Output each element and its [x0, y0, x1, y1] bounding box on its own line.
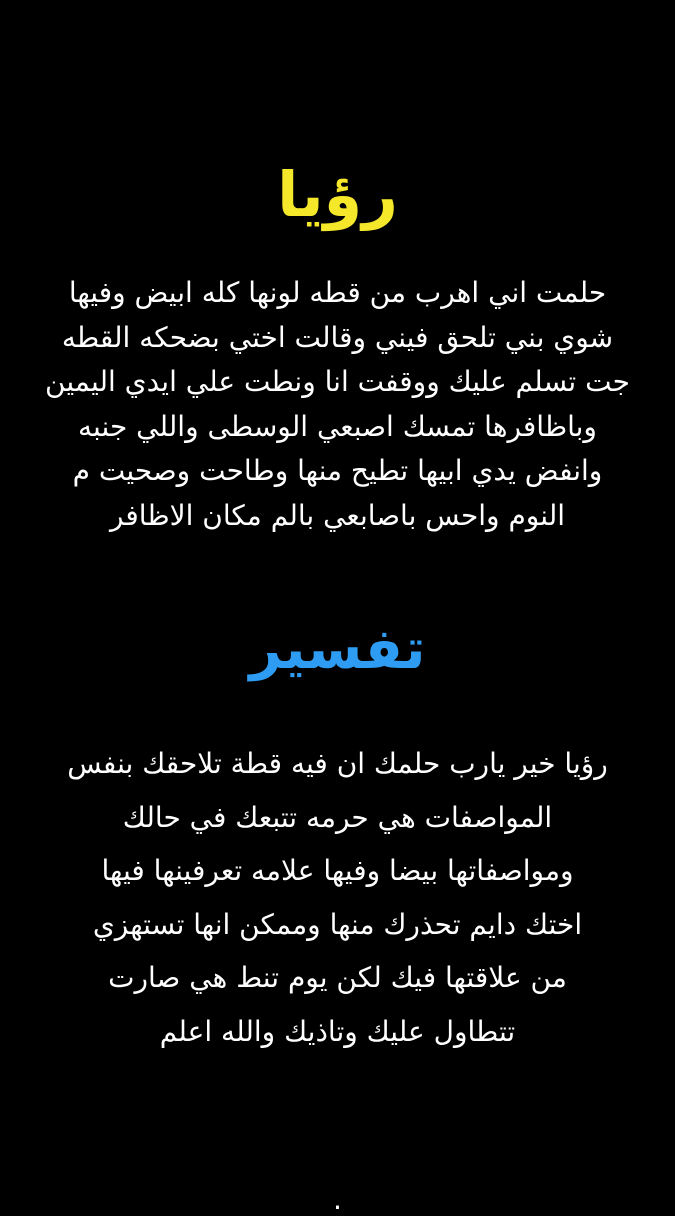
interpretation-line: اختك دايم تحذرك منها وممكن انها تستهزي — [92, 907, 583, 941]
interpretation-line: ومواصفاتها بيضا وفيها علامه تعرفينها فيها — [101, 854, 574, 887]
dream-line: شوي بني تلحق فيني وقالت اختي بضحكه القطه — [61, 320, 614, 354]
dream-line: جت تسلم عليك ووقفت انا ونطت علي ايدي اليمين — [45, 365, 630, 399]
interpretation-text — [0, 737, 675, 1058]
dream-text — [0, 271, 675, 539]
dream-line: وباظافرها تمسك اصبعي الوسطى واللي جنبه — [78, 409, 597, 443]
interpretation-title: تفسير — [249, 617, 426, 682]
interpretation-line: رؤيا خير يارب حلمك ان فيه قطة تلاحقك بنفس — [67, 747, 608, 780]
dream-line: حلمت اني اهرب من قطه لونها كله ابيض وفيها — [68, 276, 607, 309]
cropped-text-fragment: . — [333, 1183, 342, 1216]
interpretation-line: تتطاول عليك وتاذيك والله اعلم — [159, 1014, 516, 1048]
interpretation-line: المواصفات هي حرمه تتبعك في حالك — [122, 800, 553, 834]
interpretation-line: من علاقتها فيك لكن يوم تنط هي صارت — [108, 961, 567, 994]
dream-line: النوم واحس باصابعي بالم مكان الاظافر — [109, 498, 566, 532]
dream-title: رؤيا — [277, 158, 398, 231]
dream-line: وانفض يدي ابيها تطيح منها وطاحت وصحيت م — [72, 454, 603, 488]
